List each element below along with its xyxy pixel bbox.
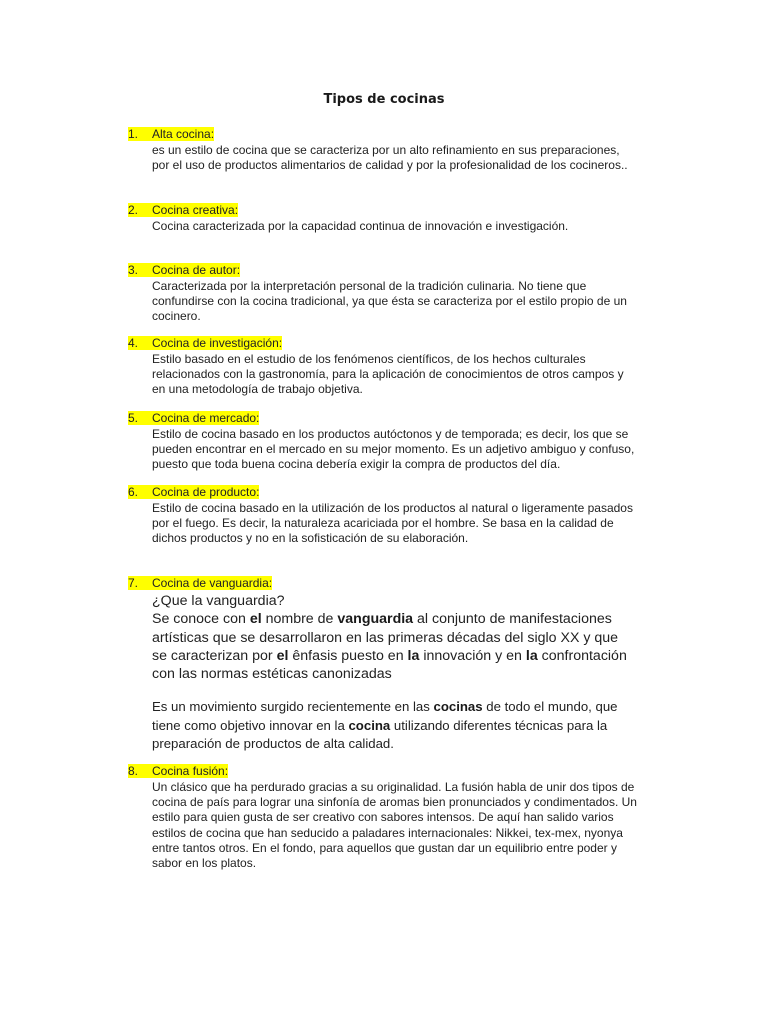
item-heading <box>128 126 668 143</box>
text-run: innovación y en <box>419 647 526 664</box>
text-line: dichos productos y no en la sofisticación de su elaboración. <box>152 531 469 546</box>
text-run: Es un movimiento surgido recientemente en las <box>152 699 434 715</box>
text-line <box>152 647 668 665</box>
item-description <box>152 352 668 398</box>
item-description <box>152 780 668 871</box>
bold-run: la <box>525 647 538 664</box>
list-item-cocina-de-mercado <box>128 410 668 473</box>
list-item-cocina-de-investigacion <box>128 335 668 398</box>
text-run: de todo el mundo, que <box>482 699 618 715</box>
text-run: utilizando diferentes técnicas para la <box>390 717 608 733</box>
item-heading <box>128 575 668 592</box>
item-number: 6. <box>128 485 139 499</box>
text-run: nombre de <box>261 611 338 628</box>
text-line: entre tantos otros. En el fondo, para aquellos que gustan dar un equilibrio entre poder y <box>152 840 617 855</box>
item-heading-text: Cocina creativa: <box>152 203 239 217</box>
text-line: Caracterizada por la interpretación personal de la tradición culinaria. No tiene que <box>152 279 587 293</box>
list-item-cocina-fusion <box>128 763 668 871</box>
text-line: pueden encontrar en el mercado en su mejor momento. Es un adjetivo ambiguo y confuso, <box>152 442 635 457</box>
text-line: cocina de país para lograr una sinfonía de aromas bien pronunciados y condimentados. Un <box>152 795 637 810</box>
text-run: confrontación <box>537 647 627 664</box>
text-run: se caracterizan por <box>152 647 277 664</box>
text-run: ênfasis puesto en <box>288 647 408 664</box>
item-heading <box>128 335 668 352</box>
text-line: por el uso de productos alimentarios de calidad y por la profesionalidad de los cocineros.. <box>152 158 628 173</box>
item-heading-text: Cocina de producto: <box>152 485 260 499</box>
item-description <box>152 501 668 547</box>
item-heading <box>128 410 668 427</box>
item-heading <box>128 763 668 780</box>
list-item-cocina-de-autor <box>128 262 668 325</box>
text-line: artísticas que se desarrollaron en las primeras décadas del siglo XX y que <box>152 629 619 646</box>
bold-run: la <box>407 647 420 664</box>
bold-run: vanguardia <box>337 611 414 628</box>
page-title: Tipos de cocinas <box>323 92 445 107</box>
text-line: por el fuego. Es decir, la naturaleza acariciada por el hombre. Se basa en la calidad de <box>152 516 614 531</box>
list-item-cocina-de-vanguardia <box>128 575 668 753</box>
item-number: 8. <box>128 764 139 778</box>
item-heading <box>128 262 668 279</box>
vanguardia-movement-paragraph <box>152 698 668 753</box>
text-line: cocinero. <box>152 309 201 324</box>
item-heading-text: Alta cocina: <box>152 127 215 141</box>
bold-run: el <box>249 611 262 628</box>
text-line: en una metodología de trabajo objetiva. <box>152 382 363 397</box>
text-line: puesto que toda buena cocina debería exigir la compra de productos del día. <box>152 457 561 472</box>
text-run: tiene como objetivo innovar en la <box>152 717 349 733</box>
question-line: ¿Que la vanguardia? <box>152 593 285 609</box>
text-line <box>152 610 668 628</box>
item-heading <box>128 202 668 219</box>
text-line: con las normas estéticas canonizadas <box>152 666 392 683</box>
text-run: Se conoce con <box>152 611 250 628</box>
vanguardia-definition <box>152 592 668 683</box>
item-description <box>152 219 668 234</box>
item-description <box>152 143 668 173</box>
text-line: estilo para quien gusta de ser creativo con sabores intensos. De aquí han salido varios <box>152 810 614 825</box>
text-line: estilos de cocina que han seducido a paladares internacionales: Nikkei, tex-mex, nyonya <box>152 825 623 840</box>
text-line <box>152 717 668 735</box>
item-number: 5. <box>128 411 139 425</box>
item-number: 2. <box>128 203 139 217</box>
item-heading-text: Cocina de autor: <box>152 263 241 277</box>
text-run: al conjunto de manifestaciones <box>413 611 612 628</box>
item-description <box>152 279 668 325</box>
item-heading-text: Cocina de vanguardia: <box>152 576 273 590</box>
item-number: 4. <box>128 336 139 350</box>
text-line: confundirse con la cocina tradicional, ya que ésta se caracteriza por el estilo propio de un <box>152 294 627 309</box>
item-heading <box>128 484 668 501</box>
list-item-cocina-creativa <box>128 202 668 234</box>
text-line: Cocina caracterizada por la capacidad continua de innovación e investigación. <box>152 219 569 233</box>
text-line <box>152 698 668 716</box>
bold-run: el <box>276 647 289 664</box>
bold-run: cocinas <box>433 699 483 715</box>
text-line: preparación de productos de alta calidad. <box>152 736 394 752</box>
text-line: relacionados con la gastronomía, para la aplicación de conocimientos de otros campos y <box>152 367 624 382</box>
text-line: es un estilo de cocina que se caracteriza por un alto refinamiento en sus preparaciones, <box>152 143 620 157</box>
text-line: Estilo de cocina basado en la utilización de los productos al natural o ligeramente pasados <box>152 501 633 515</box>
list-item-alta-cocina <box>128 126 668 173</box>
text-line: Un clásico que ha perdurado gracias a su originalidad. La fusión habla de unir dos tipos de <box>152 780 635 794</box>
item-heading-text: Cocina de investigación: <box>152 336 283 350</box>
item-description <box>152 427 668 473</box>
text-line: Estilo basado en el estudio de los fenómenos científicos, de los hechos culturales <box>152 352 586 366</box>
item-heading-text: Cocina de mercado: <box>152 411 260 425</box>
text-line: sabor en los platos. <box>152 856 257 871</box>
item-number: 7. <box>128 576 139 590</box>
bold-run: cocina <box>348 717 391 733</box>
item-heading-text: Cocina fusión: <box>152 764 229 778</box>
list-item-cocina-de-producto <box>128 484 668 547</box>
text-line: Estilo de cocina basado en los productos autóctonos y de temporada; es decir, los que se <box>152 427 629 441</box>
item-number: 1. <box>128 127 139 141</box>
item-number: 3. <box>128 263 139 277</box>
